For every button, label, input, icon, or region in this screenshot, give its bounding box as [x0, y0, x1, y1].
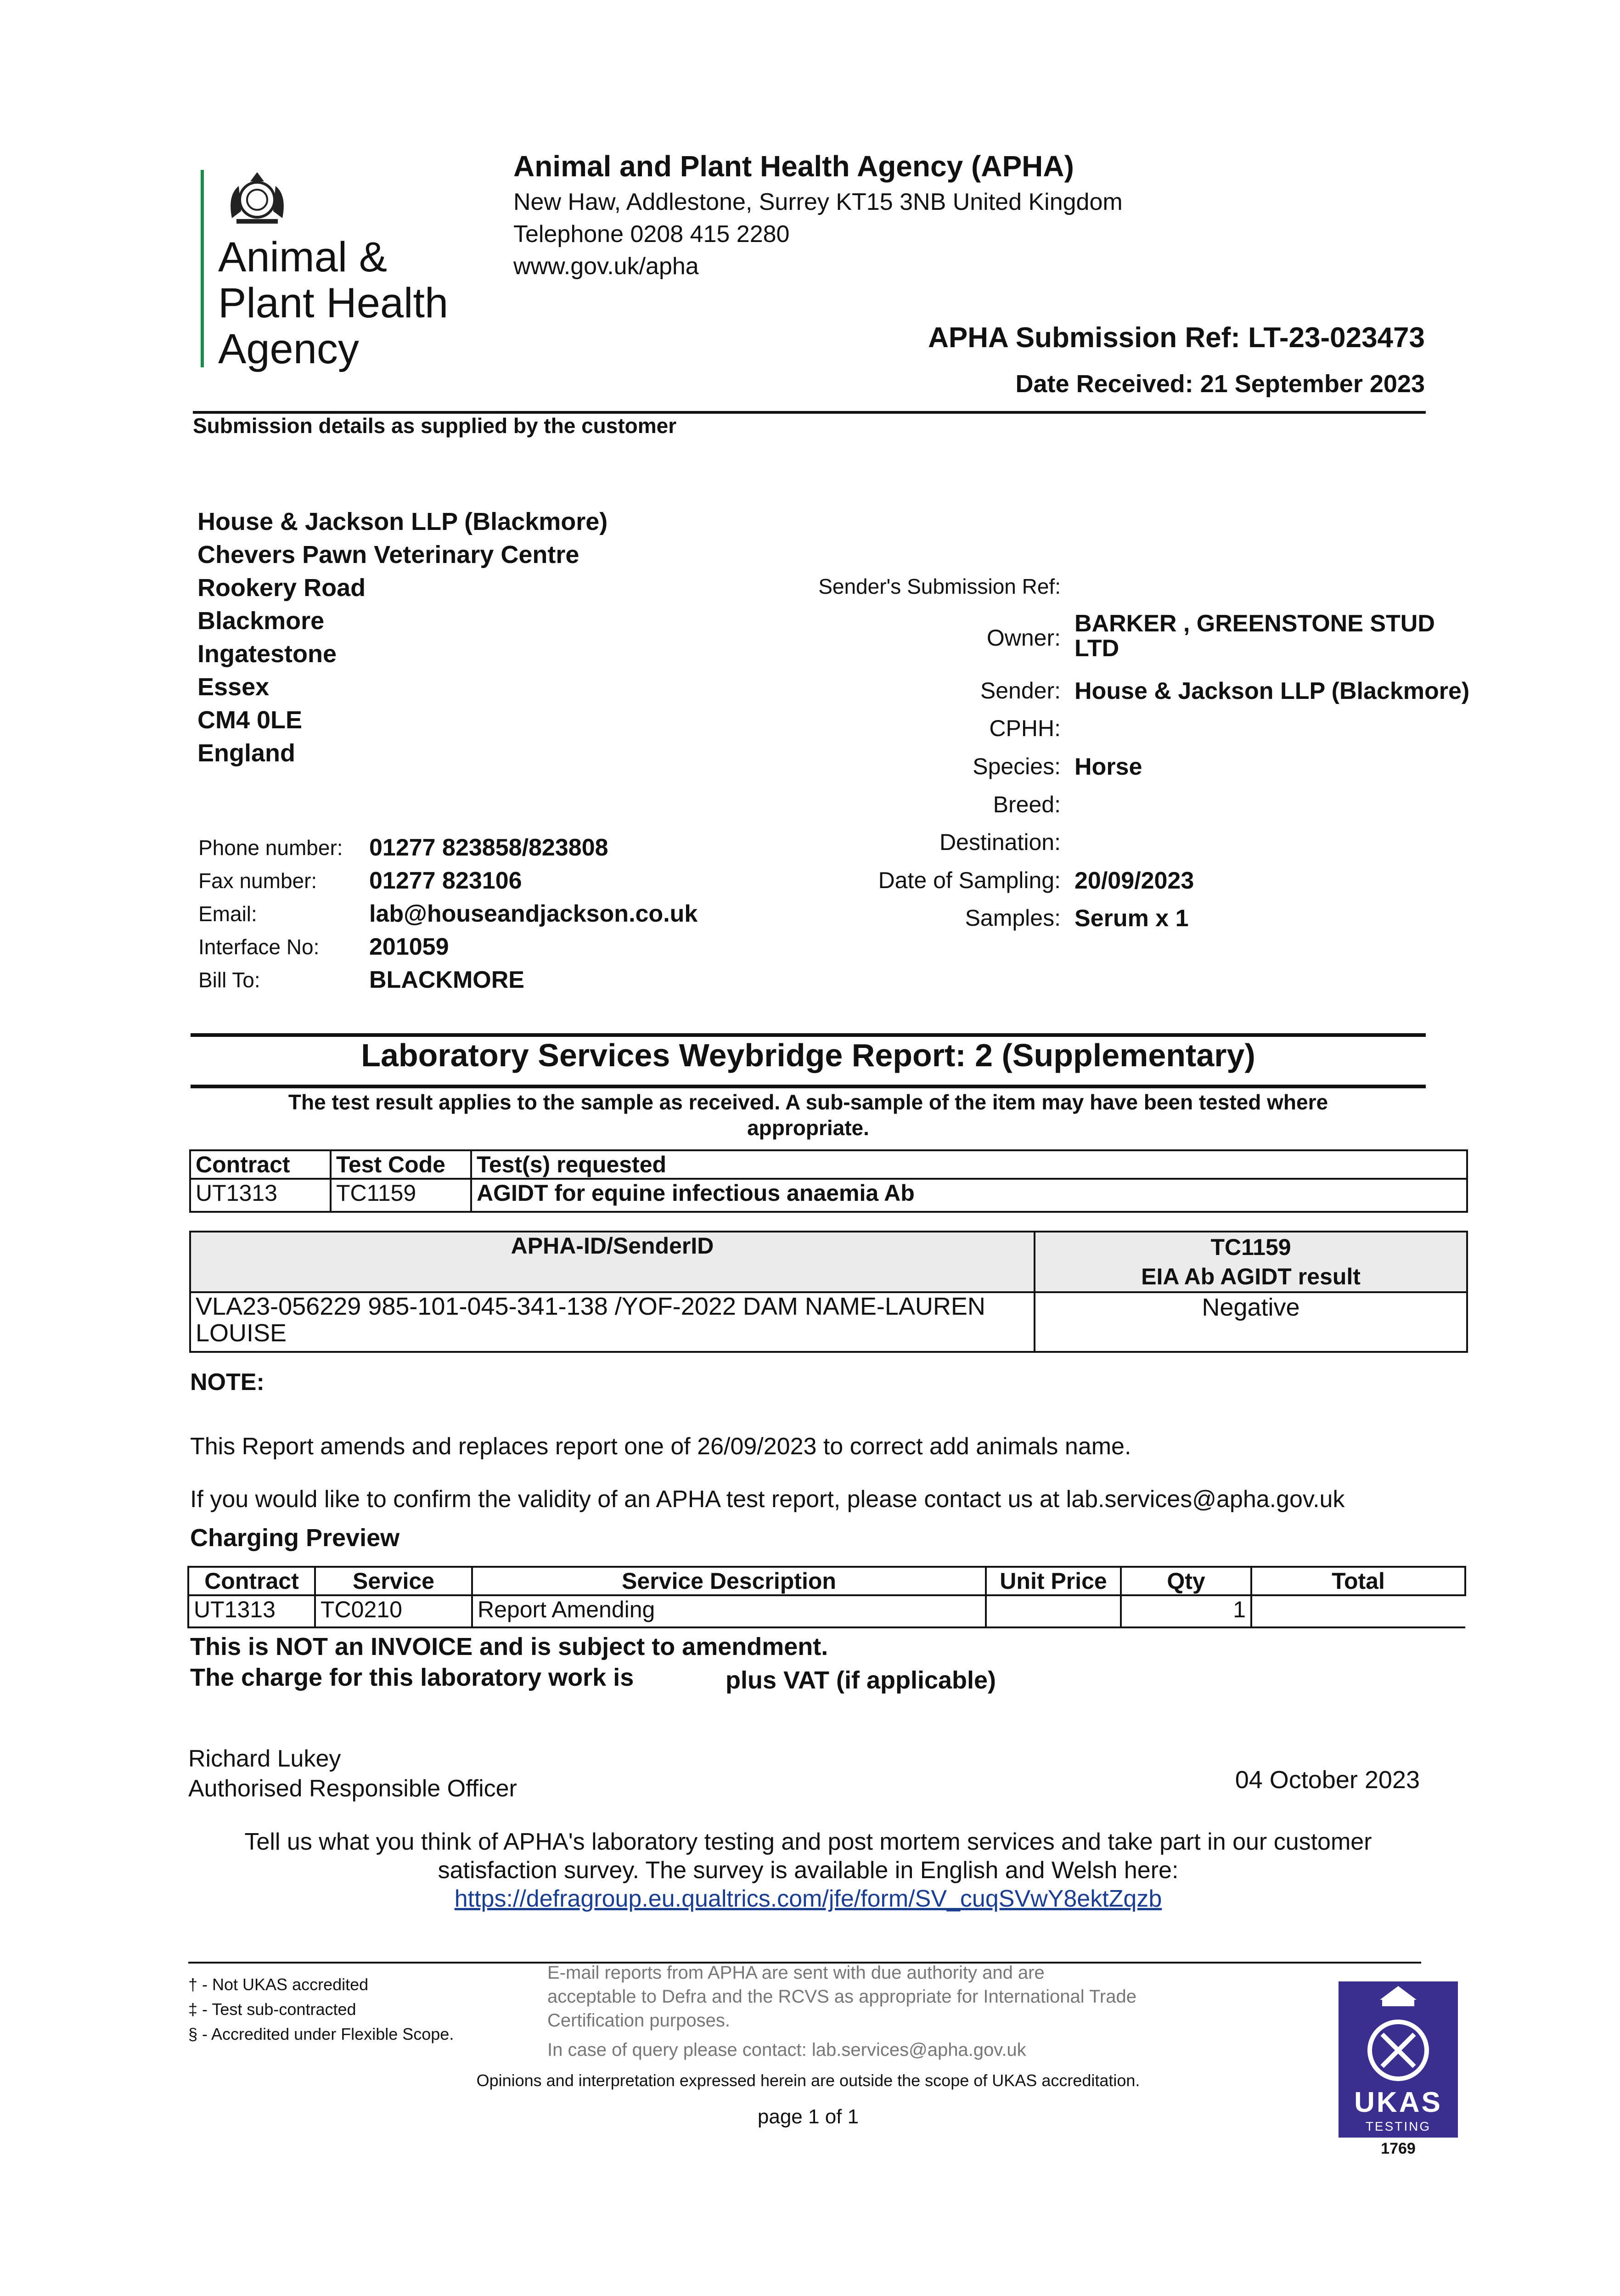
- address-line: House & Jackson LLP (Blackmore): [197, 508, 608, 535]
- legend-item: † - Not UKAS accredited: [188, 1975, 369, 1994]
- address-line: Blackmore: [197, 607, 325, 635]
- owner-line: BARKER , GREENSTONE STUD: [1074, 610, 1435, 637]
- contact-label: Bill To:: [198, 968, 260, 992]
- opinions-text: Opinions and interpretation expressed herein are outside the scope of UKAS accreditation.: [476, 2071, 1140, 2090]
- agency-logo: [218, 234, 448, 372]
- report-note-line: appropriate.: [747, 1116, 869, 1140]
- contact-label: Email:: [198, 902, 257, 926]
- contract-cell: UT1313: [190, 1179, 331, 1212]
- table-header: Contract: [188, 1567, 315, 1595]
- result-header: [1035, 1232, 1467, 1292]
- logo-line: Plant Health: [218, 280, 449, 326]
- table-header: Contract: [190, 1150, 331, 1179]
- report-title: Laboratory Services Weybridge Report: 2 (Supplementary): [361, 1037, 1255, 1073]
- contact-row: [198, 930, 698, 963]
- id-header: APHA-ID/SenderID: [190, 1232, 1035, 1292]
- table-header: Service: [315, 1567, 472, 1595]
- agency-name: Animal and Plant Health Agency (APHA): [513, 150, 1074, 183]
- address-line: Rookery Road: [197, 574, 366, 602]
- bill-to-value: BLACKMORE: [369, 967, 524, 993]
- date-received: Date Received: 21 September 2023: [1015, 370, 1425, 398]
- disclaimer-line: acceptable to Defra and the RCVS as appropriate for International Trade: [547, 1986, 1136, 2007]
- charging-table: [187, 1566, 1466, 1628]
- results-table: [189, 1231, 1468, 1353]
- contact-row: [198, 963, 698, 996]
- officer-role: Authorised Responsible Officer: [188, 1775, 517, 1802]
- address-line: Ingatestone: [197, 640, 337, 668]
- survey-link[interactable]: https://defragroup.eu.qualtrics.com/jfe/form/SV_cuqSVwY8ektZqzb: [454, 1885, 1162, 1912]
- description-cell: Report Amending: [472, 1595, 986, 1627]
- service-cell: TC0210: [315, 1595, 472, 1627]
- tests-table: [189, 1149, 1468, 1213]
- logo-bar: [201, 170, 204, 367]
- contact-label: Interface No:: [198, 935, 320, 959]
- sample-id-cell: [190, 1292, 1035, 1352]
- samples-label: Samples:: [965, 905, 1061, 931]
- signoff-date: 04 October 2023: [1235, 1766, 1420, 1794]
- result-cell: Negative: [1035, 1292, 1467, 1352]
- details-caption: Submission details as supplied by the customer: [193, 414, 677, 438]
- contact-label: Fax number:: [198, 869, 317, 893]
- email-value: lab@houseandjackson.co.uk: [369, 900, 698, 927]
- address-line: CM4 0LE: [197, 706, 303, 734]
- address-line: Chevers Pawn Veterinary Centre: [197, 541, 579, 568]
- test-requested-cell: AGIDT for equine infectious anaemia Ab: [471, 1179, 1467, 1212]
- report-rule-bottom: [191, 1085, 1426, 1088]
- table-row: [190, 1292, 1467, 1352]
- agency-telephone: Telephone 0208 415 2280: [513, 221, 790, 248]
- charge-prefix: The charge for this laboratory work is: [190, 1664, 634, 1691]
- species-value: Horse: [1074, 754, 1142, 780]
- agency-website: www.gov.uk/apha: [513, 253, 699, 280]
- logo-line: Agency: [218, 326, 359, 372]
- survey-line: Tell us what you think of APHA's laboratory testing and post mortem services and take part in our customer: [244, 1829, 1372, 1855]
- address-line: England: [197, 739, 295, 767]
- sender-label: Sender:: [980, 678, 1061, 703]
- agency-address: New Haw, Addlestone, Surrey KT15 3NB United Kingdom: [513, 189, 1123, 215]
- owner-label: Owner:: [986, 625, 1061, 651]
- table-header: Total: [1251, 1567, 1465, 1595]
- fax-value: 01277 823106: [369, 867, 522, 894]
- table-header-row: [188, 1567, 1465, 1595]
- table-header: Test Code: [331, 1150, 471, 1179]
- cphh-label: CPHH:: [989, 715, 1061, 741]
- submission-ref: APHA Submission Ref: LT-23-023473: [928, 322, 1425, 354]
- destination-label: Destination:: [939, 829, 1061, 855]
- sender-value: House & Jackson LLP (Blackmore): [1074, 678, 1470, 704]
- unit-price-cell: [986, 1595, 1121, 1627]
- report-note-line: The test result applies to the sample as received. A sub-sample of the item may have been tested where: [288, 1090, 1328, 1114]
- result-header-line: EIA Ab AGIDT result: [1141, 1264, 1361, 1289]
- table-header: Qty: [1121, 1567, 1251, 1595]
- ukas-sub: TESTING: [1365, 2119, 1431, 2133]
- amend-note: This Report amends and replaces report one of 26/09/2023 to correct add animals name.: [190, 1433, 1131, 1460]
- sample-id-line: VLA23-056229 985-101-045-341-138 /YOF-2022 DAM NAME-LAUREN: [196, 1293, 985, 1320]
- ukas-badge: [1339, 1981, 1458, 2138]
- table-header-row: [190, 1232, 1467, 1292]
- disclaimer-line: Certification purposes.: [547, 2010, 730, 2031]
- logo-line: Animal &: [218, 234, 388, 281]
- table-header: Service Description: [472, 1567, 986, 1595]
- species-label: Species:: [973, 754, 1061, 779]
- footer-disclaimer: [547, 1961, 1136, 2062]
- samples-value: Serum x 1: [1074, 905, 1189, 932]
- qty-cell: 1: [1121, 1595, 1251, 1627]
- sampling-date-value: 20/09/2023: [1074, 867, 1194, 894]
- query-line: In case of query please contact: lab.services@apha.gov.uk: [547, 2040, 1026, 2060]
- contact-label: Phone number:: [198, 836, 343, 860]
- sample-id-line: LOUISE: [196, 1319, 287, 1347]
- ukas-number: 1769: [1381, 2140, 1416, 2157]
- owner-line: LTD: [1074, 635, 1119, 662]
- report-note: [191, 1089, 1426, 1141]
- page-number: page 1 of 1: [757, 2105, 859, 2128]
- validity-note: If you would like to confirm the validity of an APHA test report, please contact us at lab.services@apha.gov.uk: [190, 1486, 1345, 1513]
- contract-cell: UT1313: [188, 1595, 315, 1627]
- report-rule-top: [191, 1033, 1426, 1037]
- breed-label: Breed:: [993, 792, 1061, 817]
- officer-name: Richard Lukey: [188, 1745, 341, 1772]
- owner-value: [1074, 610, 1435, 662]
- table-header: Test(s) requested: [471, 1150, 1467, 1179]
- footer-legend: [188, 1972, 454, 2047]
- note-heading: NOTE:: [190, 1369, 264, 1396]
- disclaimer-line: E-mail reports from APHA are sent with due authority and are: [547, 1963, 1045, 1983]
- table-header-row: [190, 1150, 1467, 1179]
- phone-value: 01277 823858/823808: [369, 834, 608, 861]
- table-row: [190, 1179, 1467, 1212]
- senders-ref-label: Sender's Submission Ref:: [818, 574, 1061, 598]
- customer-address: [197, 505, 608, 770]
- legend-item: § - Accredited under Flexible Scope.: [188, 2025, 454, 2043]
- survey-line: satisfaction survey. The survey is available in English and Welsh here:: [438, 1857, 1179, 1884]
- address-line: Essex: [197, 673, 270, 701]
- test-code-cell: TC1159: [331, 1179, 471, 1212]
- result-header-line: TC1159: [1210, 1234, 1291, 1260]
- not-invoice-text: This is NOT an INVOICE and is subject to amendment.: [190, 1633, 828, 1660]
- charge-suffix: plus VAT (if applicable): [726, 1666, 996, 1694]
- total-cell: [1251, 1595, 1465, 1627]
- royal-crest-icon: [218, 168, 296, 232]
- table-header: Unit Price: [986, 1567, 1121, 1595]
- table-row: [188, 1595, 1465, 1627]
- survey-text: [191, 1828, 1426, 1913]
- charging-heading: Charging Preview: [190, 1524, 400, 1552]
- ukas-name: UKAS: [1354, 2087, 1442, 2118]
- sampling-date-label: Date of Sampling:: [878, 867, 1061, 893]
- legend-item: ‡ - Test sub-contracted: [188, 2000, 356, 2019]
- interface-value: 201059: [369, 934, 449, 960]
